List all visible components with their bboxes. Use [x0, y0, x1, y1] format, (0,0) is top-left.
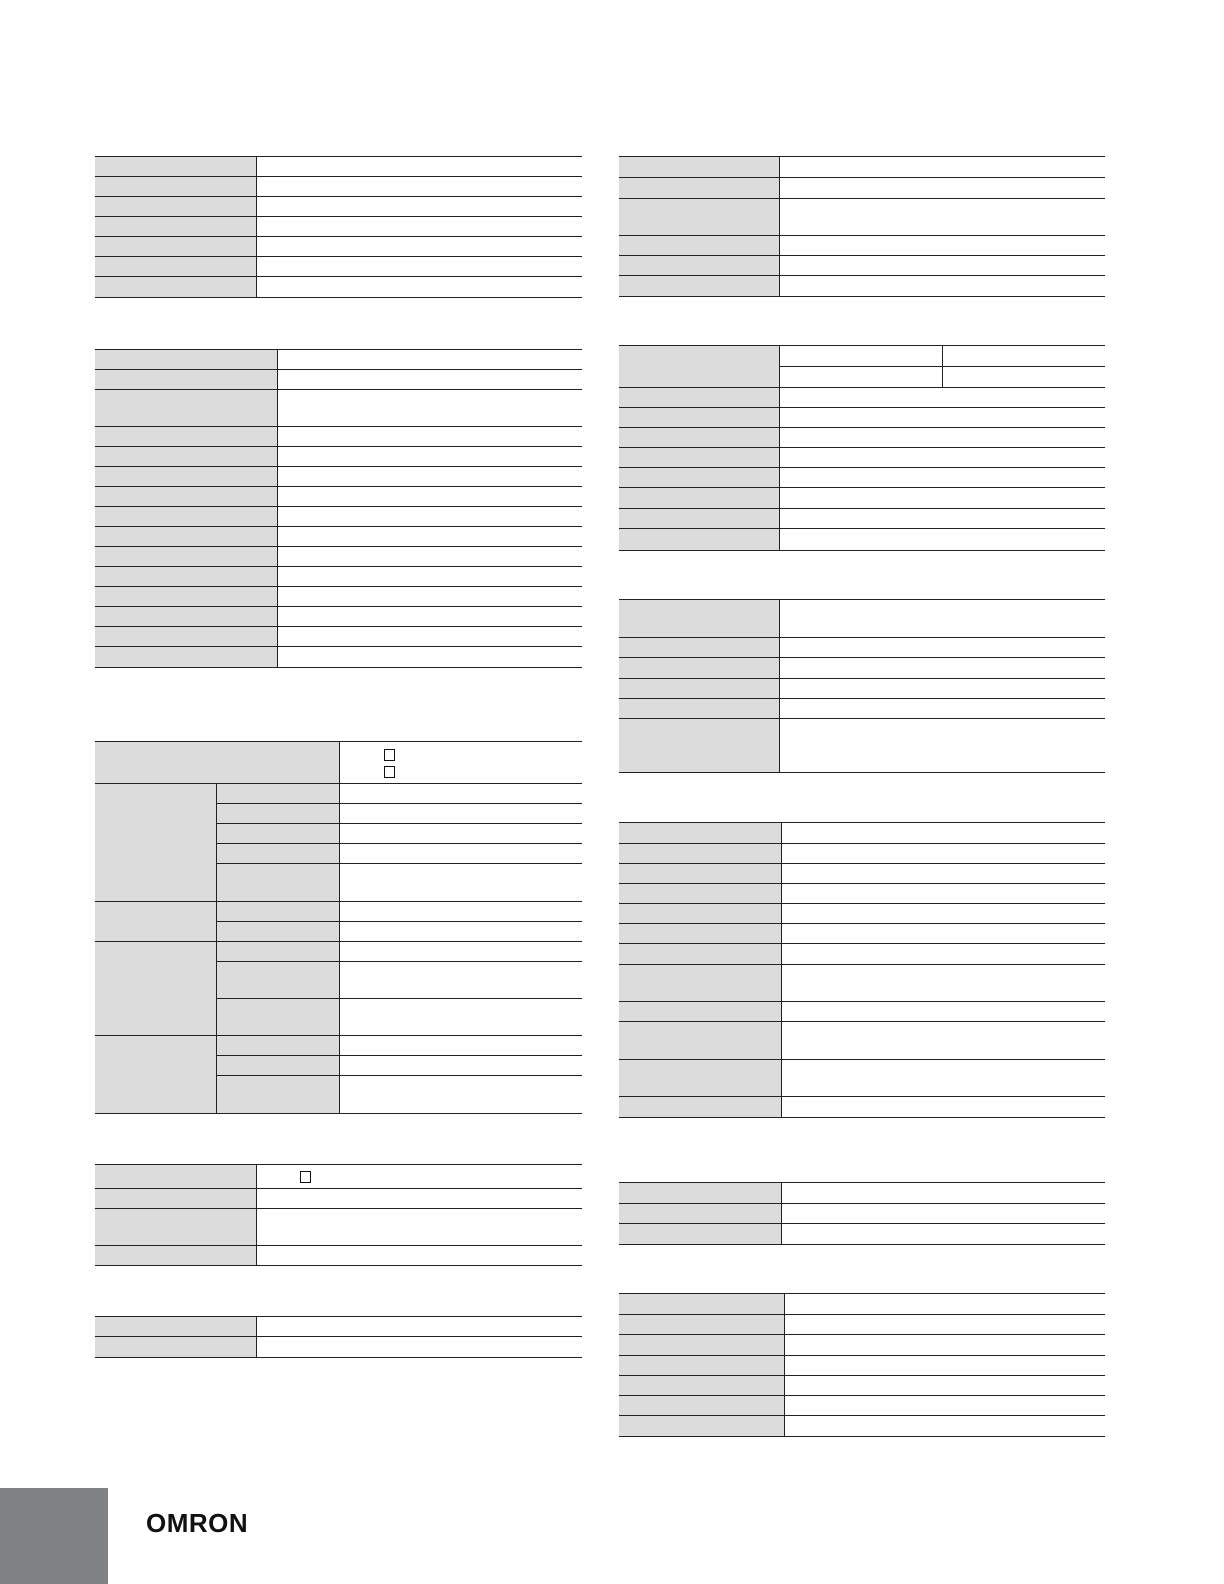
spec-table-r5: [619, 1182, 1105, 1245]
table-row: [619, 658, 1105, 679]
table-row: [619, 904, 1105, 924]
table-row: [95, 390, 582, 427]
table-row: [619, 1224, 1105, 1245]
table-row: [619, 1335, 1105, 1356]
table-row: [619, 599, 1105, 638]
table-row: [619, 844, 1105, 864]
table-row: [619, 1356, 1105, 1376]
checkbox-placeholder: [384, 766, 395, 778]
brand-logo: OMRON: [146, 1508, 249, 1538]
table-row: [95, 370, 582, 390]
table-row: [95, 627, 582, 647]
table-row: [619, 1315, 1105, 1335]
table-row: [619, 199, 1105, 236]
table-row: [619, 699, 1105, 719]
table-row: [619, 638, 1105, 658]
table-row: [95, 547, 582, 567]
spec-table-r2: [619, 345, 1105, 551]
table-row: [619, 965, 1105, 1002]
checkbox-placeholder: [384, 749, 395, 761]
table-row: [95, 607, 582, 627]
table-row: [619, 944, 1105, 965]
group-cell: [95, 902, 339, 942]
table-row: [619, 1376, 1105, 1396]
table-row: [95, 217, 582, 237]
group-cell: [95, 942, 339, 1036]
table-row: [619, 679, 1105, 699]
table-row: [95, 177, 582, 197]
table-row: [619, 1002, 1105, 1022]
table-row: [95, 487, 582, 507]
table-row: [619, 276, 1105, 297]
spec-table-r3: [619, 599, 1105, 773]
table-row: [95, 447, 582, 467]
table-row: [95, 156, 582, 177]
table-row: [95, 1316, 582, 1337]
table-row: [95, 197, 582, 217]
table-row: [95, 567, 582, 587]
table-row: [619, 1060, 1105, 1097]
table-header-cell: [95, 741, 339, 783]
table-row: [95, 507, 582, 527]
table-row: [95, 647, 582, 668]
table-row: [95, 587, 582, 607]
table-row: [95, 237, 582, 257]
table-row: [619, 884, 1105, 904]
table-row: [619, 924, 1105, 944]
table-row: [95, 257, 582, 277]
table-row: [619, 1182, 1105, 1204]
table-row: [95, 277, 582, 298]
spec-table-r6: [619, 1293, 1105, 1437]
checkbox-placeholder: [300, 1171, 311, 1183]
footer-accent-bar: [0, 1488, 108, 1584]
table-row: [95, 349, 582, 370]
spec-table-l3: [95, 741, 582, 1114]
spec-table-r4: [619, 822, 1105, 1118]
spec-table-l4: [95, 1164, 582, 1266]
table-row: [619, 1416, 1105, 1437]
table-row: [619, 1022, 1105, 1060]
spec-table-l1: [95, 156, 582, 298]
table-row: [95, 427, 582, 447]
table-row: [95, 527, 582, 547]
table-row: [95, 1337, 582, 1358]
table-row: [95, 467, 582, 487]
table-row: [619, 236, 1105, 256]
table-row: [619, 178, 1105, 199]
table-row: [619, 256, 1105, 276]
table-row: [619, 719, 1105, 773]
table-row: [619, 1204, 1105, 1224]
table-row: [619, 1097, 1105, 1118]
table-row: [619, 822, 1105, 844]
spec-table-l5: [95, 1316, 582, 1358]
spec-table-r1: [619, 156, 1105, 297]
table-row: [619, 156, 1105, 178]
table-row: [619, 864, 1105, 884]
table-row: [619, 1293, 1105, 1315]
spec-table-l2: [95, 349, 582, 668]
table-row: [619, 1396, 1105, 1416]
